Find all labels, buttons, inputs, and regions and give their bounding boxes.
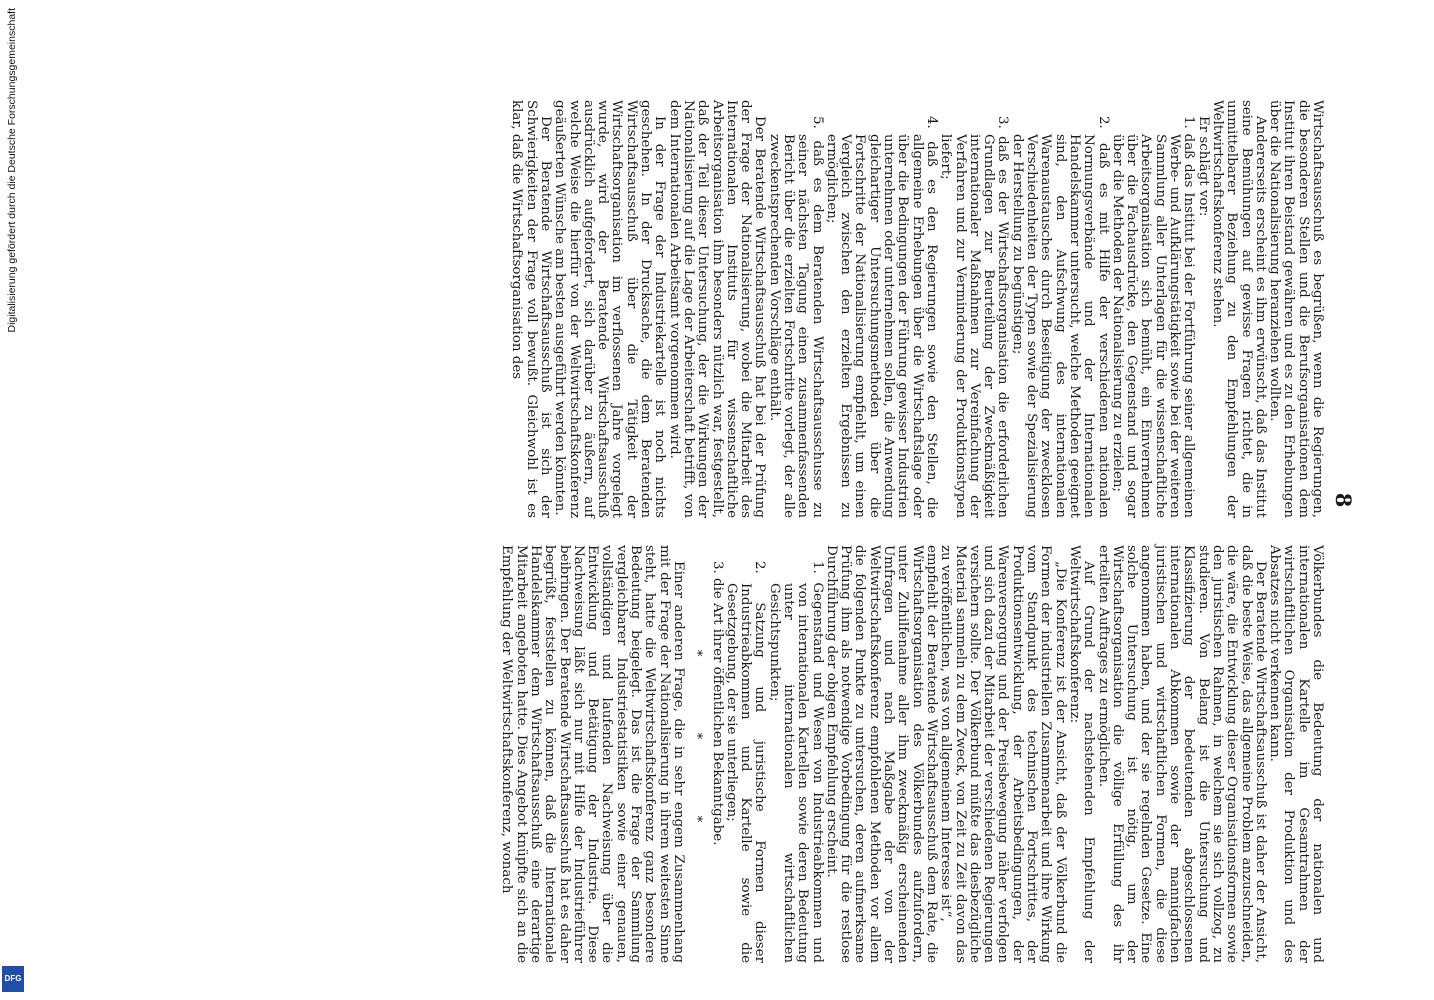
list-item: 3. die Art ihrer öffentlichen Bekanntgabe. xyxy=(709,561,725,846)
paragraph: Völkerbundes die Bedeutung der nationalen und internationalen Kartelle im Gesamtrahmen der wirtschaftlichen Organisation der Produktion und des Absatzes nicht verkennen kann. xyxy=(1267,545,1325,963)
list-item: 1. daß das Institut bei der Fortführung seiner allgemeinen Werbe- und Aufklärungstätigkeit sowie bei der weiteren Sammlung aller Unterlagen für die wissenschaftliche Arbeitsorganisation sich bemüht, ein Einvernehmen über die Fachausdrücke, den Gegenstand und sogar über die Methoden der Nationalisierung zu erzielen; xyxy=(1109,116,1197,518)
page-number: 8 xyxy=(1331,492,1356,508)
paragraph: Wirtschaftsausschuß es begrüßen, wenn die Regierungen, die besonderen Stellen und die Berufsorganisationen dem Institut ihren Beistand gewähren und es zu den Erhebungen über die Nationalisierung heranziehen wollten. xyxy=(1267,100,1325,518)
digitization-credit: Digitalisierung gefördert durch die Deutsche Forschungsgemeinschaft xyxy=(6,8,18,333)
quotation: „Die Konferenz ist der Ansicht, daß der Völkerbund die Formen der industriellen Zusammenarbeit und ihre Wirkung vom Standpunkt des technischen Fortschrittes, der Produktionsentwicklung, der Arbeitsbedingungen, der Warenversorgung und der Preisbewegung näher verfolgen und sich dazu der Mitarbeit der verschiedenen Regierungen versichern sollte. Der Völkerbund müßte das diesbezügliche Material sammeln zu dem Zweck, von Zeit zu Zeit davon das zu veröffentlichen, was von allgemeinem Interesse ist“, xyxy=(938,545,1068,963)
paragraph: Auf Grund der nachstehenden Empfehlung der Weltwirtschaftskonferenz: xyxy=(1066,545,1097,963)
text-column-right xyxy=(499,545,1324,963)
paragraph: Andererseits erscheint es ihm erwünscht, daß das Institut seine Bemühungen auf gewisse Fragen richtet, die in unmittelbarer Beziehung zu den Empfehlungen der Weltwirtschaftskonferenz stehen. xyxy=(1209,100,1268,518)
paragraph: Einer anderen Frage, die in sehr engem Zusammenhang mit der Frage der Nationalisierung in ihrem weitesten Sinne steht, hatte die Weltwirtschaftskonferenz ganz besondere Bedeutung beigelegt. Das ist die Frage der Sammlung vergleichbarer Industriestatistiken sowie einer genauen, vollständigen und laufenden Nachweisung über die Entwicklung und Betätigung der Industrie. Diese Nachweisung läßt sich nur mit Hilfe der Industrieführer beibringen. Der Beratende Wirtschaftsausschuß hat es daher begrüßt, feststellen zu können, daß die Internationale Handelskammer dem Wirtschaftsausschuß eine derartige Mitarbeit angeboten hatte. Dies Angebot knüpfte sich an die Empfehlung der Weltwirtschaftskonferenz, wonach xyxy=(499,545,686,963)
list-item: 1. Gegenstand und Wesen von Industrieabkommen und von internationalen Kartellen sowie deren Bedeutung unter internationalen wirtschaftlichen Gesichtspunkten; xyxy=(766,561,825,963)
paragraph: empfiehlt der Beratende Wirtschaftsausschuß dem Rate, die Wirtschaftsorganisation des Völkerbundes aufzufordern, unter Zuhilfenahme aller ihm zweckmäßig erscheinenden Umfragen und nach Maßgabe der von der Weltwirtschaftskonferenz empfohlenen Methoden vor allem die folgenden Punkte zu untersuchen, deren aufmerksame Prüfung ihm als notwendige Vorbedingung für die restlose Durchführung der obigen Empfehlung erscheint. xyxy=(823,545,939,963)
list-item: 2. Satzung und juristische Formen dieser Industrieabkommen und Kartelle sowie die Gesetzgebung, der sie unterliegen; xyxy=(723,561,768,963)
paragraph: Der Beratende Wirtschaftsausschuß ist daher der Ansicht, daß die beste Weise, das allgemeine Problem anzuschneiden, die wäre, die Entwicklung dieser Organisationsformen sowie den juristischen Rahmen, in welchem sie sich vollzog, zu studieren. Von Belang ist die Untersuchung und Klassifizierung der bedeutenden abgeschlossenen internationalen Abkommen sowie der mannigfachen juristischen und wirtschaftlichen Formen, die diese angenommen haben, und der sie regelnden Gesetze. Eine solche Untersuchung ist nötig, um der Wirtschaftsorganisation die völlige Erfüllung des ihr erteilten Auftrages zu ermöglichen. xyxy=(1095,545,1268,963)
list-item: 4. daß es den Regierungen sowie den Stellen, die allgemeine Erhebungen über die Wirtschaftslage oder über die Bedingungen der Führung gewisser Industrien unternehmen oder unternehmen sollen, die Anwendung gleichartiger Untersuchungsmethoden über die Fortschritte der Nationalisierung empfiehlt, um einen Vergleich zwischen den erzielten Ergebnissen zu ermöglichen; xyxy=(823,116,939,518)
text-column-left xyxy=(509,100,1324,518)
paragraph: In der Frage der Industriekartelle ist noch nichts geschehen. In der Drucksache, die dem Beratenden Wirtschaftsausschuß über die Tätigkeit der Wirtschaftsorganisation im verflossenen Jahre vorgelegt wurde, wird der Beratende Wirtschaftsausschuß ausdrücklich aufgefordert, sich darüber zu äußern, auf welche Weise die hierfür von der Weltwirtschaftskonferenz geäußerten Wünsche am besten ausgeführt werden könnten. xyxy=(552,100,668,518)
list-item: 2. daß es mit Hilfe der verschiedenen nationalen Normungsverbände und der Internationalen Handelskammer untersucht, welche Methoden geeignet sind, den Aufschwung des internationalen Warenaustausches durch Beseitigung der zwecklosen Verschiedenheiten der Typen sowie der Spezialisierung der Herstellung zu begünstigen; xyxy=(1009,116,1111,518)
list-item: 5. daß es dem Beratenden Wirtschaftsausschusse zu seiner nächsten Tagung einen zusammenfassenden Bericht über die erzielten Fortschritte vorlegt, der alle zweckentsprechenden Vorschläge enthält. xyxy=(766,116,825,518)
dfg-logo: DFG xyxy=(2,966,24,992)
paragraph: Der Beratende Wirtschaftsausschuß hat bei der Prüfung der Frage der Nationalisierung, wobei die Mitarbeit des Internationalen Instituts für wissenschaftliche Arbeitsorganisation ihm besonders nützlich war, festgestellt, daß der Teil dieser Untersuchung, der die Wirkungen der Nationalisierung auf die Lage der Arbeiterschaft betrifft, von dem Internationalen Arbeitsamt vorgenommen wird. xyxy=(666,100,768,518)
list-item: 3. daß es der Wirtschaftsorganisation die erforderlichen Grundlagen zur Beurteilung der Zweckmäßigkeit internationaler Maßnahmen zur Vereinfachung der Verfahren und zur Verminderung der Produktionstypen liefert; xyxy=(938,116,1011,518)
paragraph: Er schlägt vor: xyxy=(1195,116,1211,217)
paragraph: Der Beratende Wirtschaftsausschuß ist sich der Schwierigkeiten der Frage voll bewußt. Gleichwohl ist es klar, daß die Wirtschaftsorganisation des xyxy=(509,100,553,518)
section-separator: * * * xyxy=(689,649,705,859)
